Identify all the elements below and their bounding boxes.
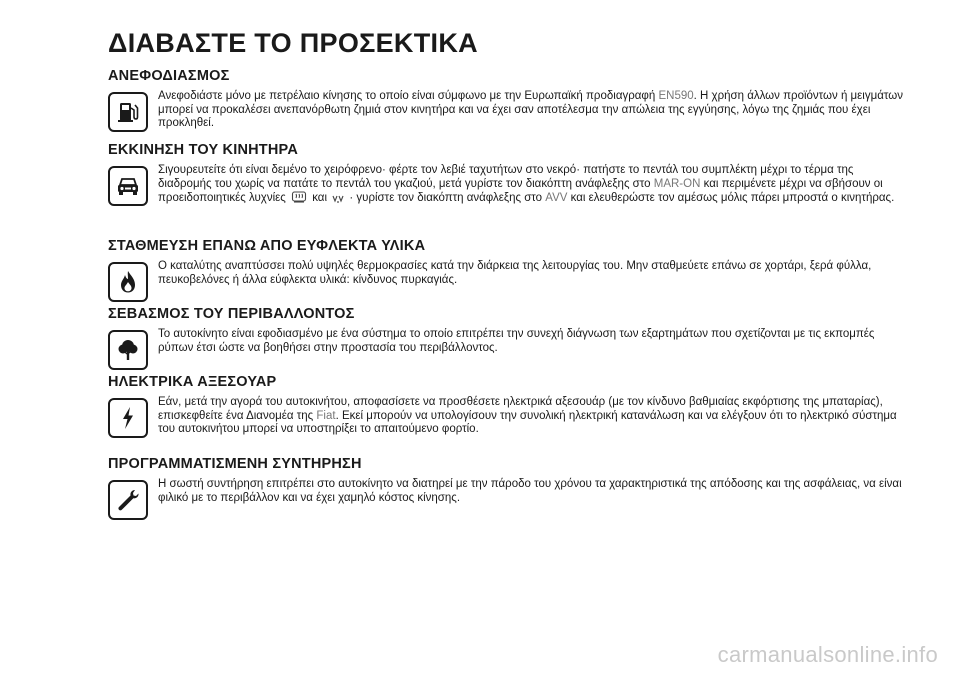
section-text: Το αυτοκίνητο είναι εφοδιασμένο με ένα σύστημα το οποίο επιτρέπει την συνεχή διάγνωση των εξαρτημάτων που σχετίζονται με τις εκπομπές ρύπων έτσι ώστε να βοηθήσει στην προστασία του περιβάλλοντος. — [158, 328, 875, 354]
section-parking-flammable — [108, 238, 908, 302]
section-text: Η σωστή συντήρηση επιτρέπει στο αυτοκίνητο να διατηρεί με την πάροδο του χρόνου τα χαρακτηριστικά της απόδοσης και της ασφάλειας, να είναι φιλικό με το περιβάλλον και να έχει χαμηλό κόστος κίνησης. — [158, 478, 902, 504]
section-heading: ΕΚΚΙΝΗΣΗ ΤΟΥ ΚΙΝΗΤΗΡΑ — [108, 142, 298, 158]
flame-icon — [108, 262, 148, 302]
tree-icon — [108, 330, 148, 370]
section-heading: ΗΛΕΚΤΡΙΚΑ ΑΞΕΣΟΥΑΡ — [108, 374, 277, 390]
section-environment — [108, 306, 908, 370]
section-electrical-accessories — [108, 374, 908, 438]
section-text: Σιγουρευτείτε ότι είναι δεμένο το χειρόφρενο· φέρτε τον λεβιέ ταχυτήτων στο νεκρό· πατήστε το πεντάλ του συμπλέκτη μέχρι το τέρμα της διαδρομής του χωρίς να πατάτε το πεντάλ του γκαζιού, μετά γυρίστε τον διακόπτη ανάφλεξης στο MAR-ON και περιμένετε μέχρι να σβήσουν οι προειδοποιητικές λυχνίες και · γυρίστε τον διακόπτη ανάφλεξης στο AVV και ελευθερώστε τον αμέσως μόλις πάρει μπροστά ο κινητήρας. — [158, 164, 908, 209]
section-refuelling — [108, 68, 908, 132]
section-heading: ΣΕΒΑΣΜΟΣ ΤΟΥ ΠΕΡΙΒΑΛΛΟΝΤΟΣ — [108, 306, 355, 322]
wrench-icon — [108, 480, 148, 520]
section-heading: ΑΝΕΦΟΔΙΑΣΜΟΣ — [108, 68, 230, 84]
standard-code: EN590 — [658, 90, 694, 102]
car-front-icon — [108, 166, 148, 206]
watermark: carmanualsonline.info — [717, 642, 938, 667]
ignition-position-avv: AVV — [545, 192, 568, 205]
water-in-fuel-warning-icon — [332, 194, 344, 209]
section-heading: ΠΡΟΓΡΑΜΜΑΤΙΣΜΕΝΗ ΣΥΝΤΗΡΗΣΗ — [108, 456, 362, 472]
page-title: ΔΙΑΒΑΣΤΕ ΤΟ ΠΡΟΣΕΚΤΙΚΑ — [108, 28, 478, 58]
brand-name: Fiat — [316, 409, 336, 422]
section-text: Εάν, μετά την αγορά του αυτοκινήτου, αποφασίσετε να προσθέσετε ηλεκτρικά αξεσουάρ (με τον κίνδυνο βαθμιαίας εκφόρτισης της μπαταρίας), επισκεφθείτε ένα Διανομέα της Fiat. Εκεί μπορούν να υπολογίσουν την συνολική ηλεκτρική κατανάλωση και να ελέγξουν ότι το ηλεκτρικό σύστημα του αυτοκινήτου μπορεί να υποστηρίξει το απαιτούμενο φορτίο. — [158, 396, 897, 436]
section-heading: ΣΤΑΘΜΕΥΣΗ ΕΠΑΝΩ ΑΠΟ ΕΥΦΛΕΚΤΑ ΥΛΙΚΑ — [108, 238, 426, 254]
ignition-position-mar-on: MAR-ON — [653, 177, 701, 190]
section-text: Ο καταλύτης αναπτύσσει πολύ υψηλές θερμοκρασίες κατά την διάρκεια της λειτουργίας του. Μην σταθμεύετε επάνω σε χορτάρι, ξερά φύλλα, πευκοβελόνες ή άλλα εύφλεκτα υλικά: κίνδυνος πυρκαγιάς. — [158, 260, 872, 286]
section-engine-start — [108, 142, 908, 209]
fuel-pump-icon — [108, 92, 148, 132]
lightning-bolt-icon — [108, 398, 148, 438]
glow-plug-warning-icon — [291, 191, 307, 209]
section-scheduled-maintenance — [108, 456, 908, 520]
section-text: Ανεφοδιάστε μόνο με πετρέλαιο κίνησης το οποίο είναι σύμφωνο με την Ευρωπαϊκή προδιαγραφή EN590. Η χρήση άλλων προϊόντων ή μειγμάτων μπορεί να προκαλέσει ανεπανόρθωτη ζημιά στον κινητήρα και να έχει σαν αποτέλεσμα την απώλεια της εγγύησης, λόγω της ζημιάς που έχει προκληθεί. — [158, 90, 903, 130]
